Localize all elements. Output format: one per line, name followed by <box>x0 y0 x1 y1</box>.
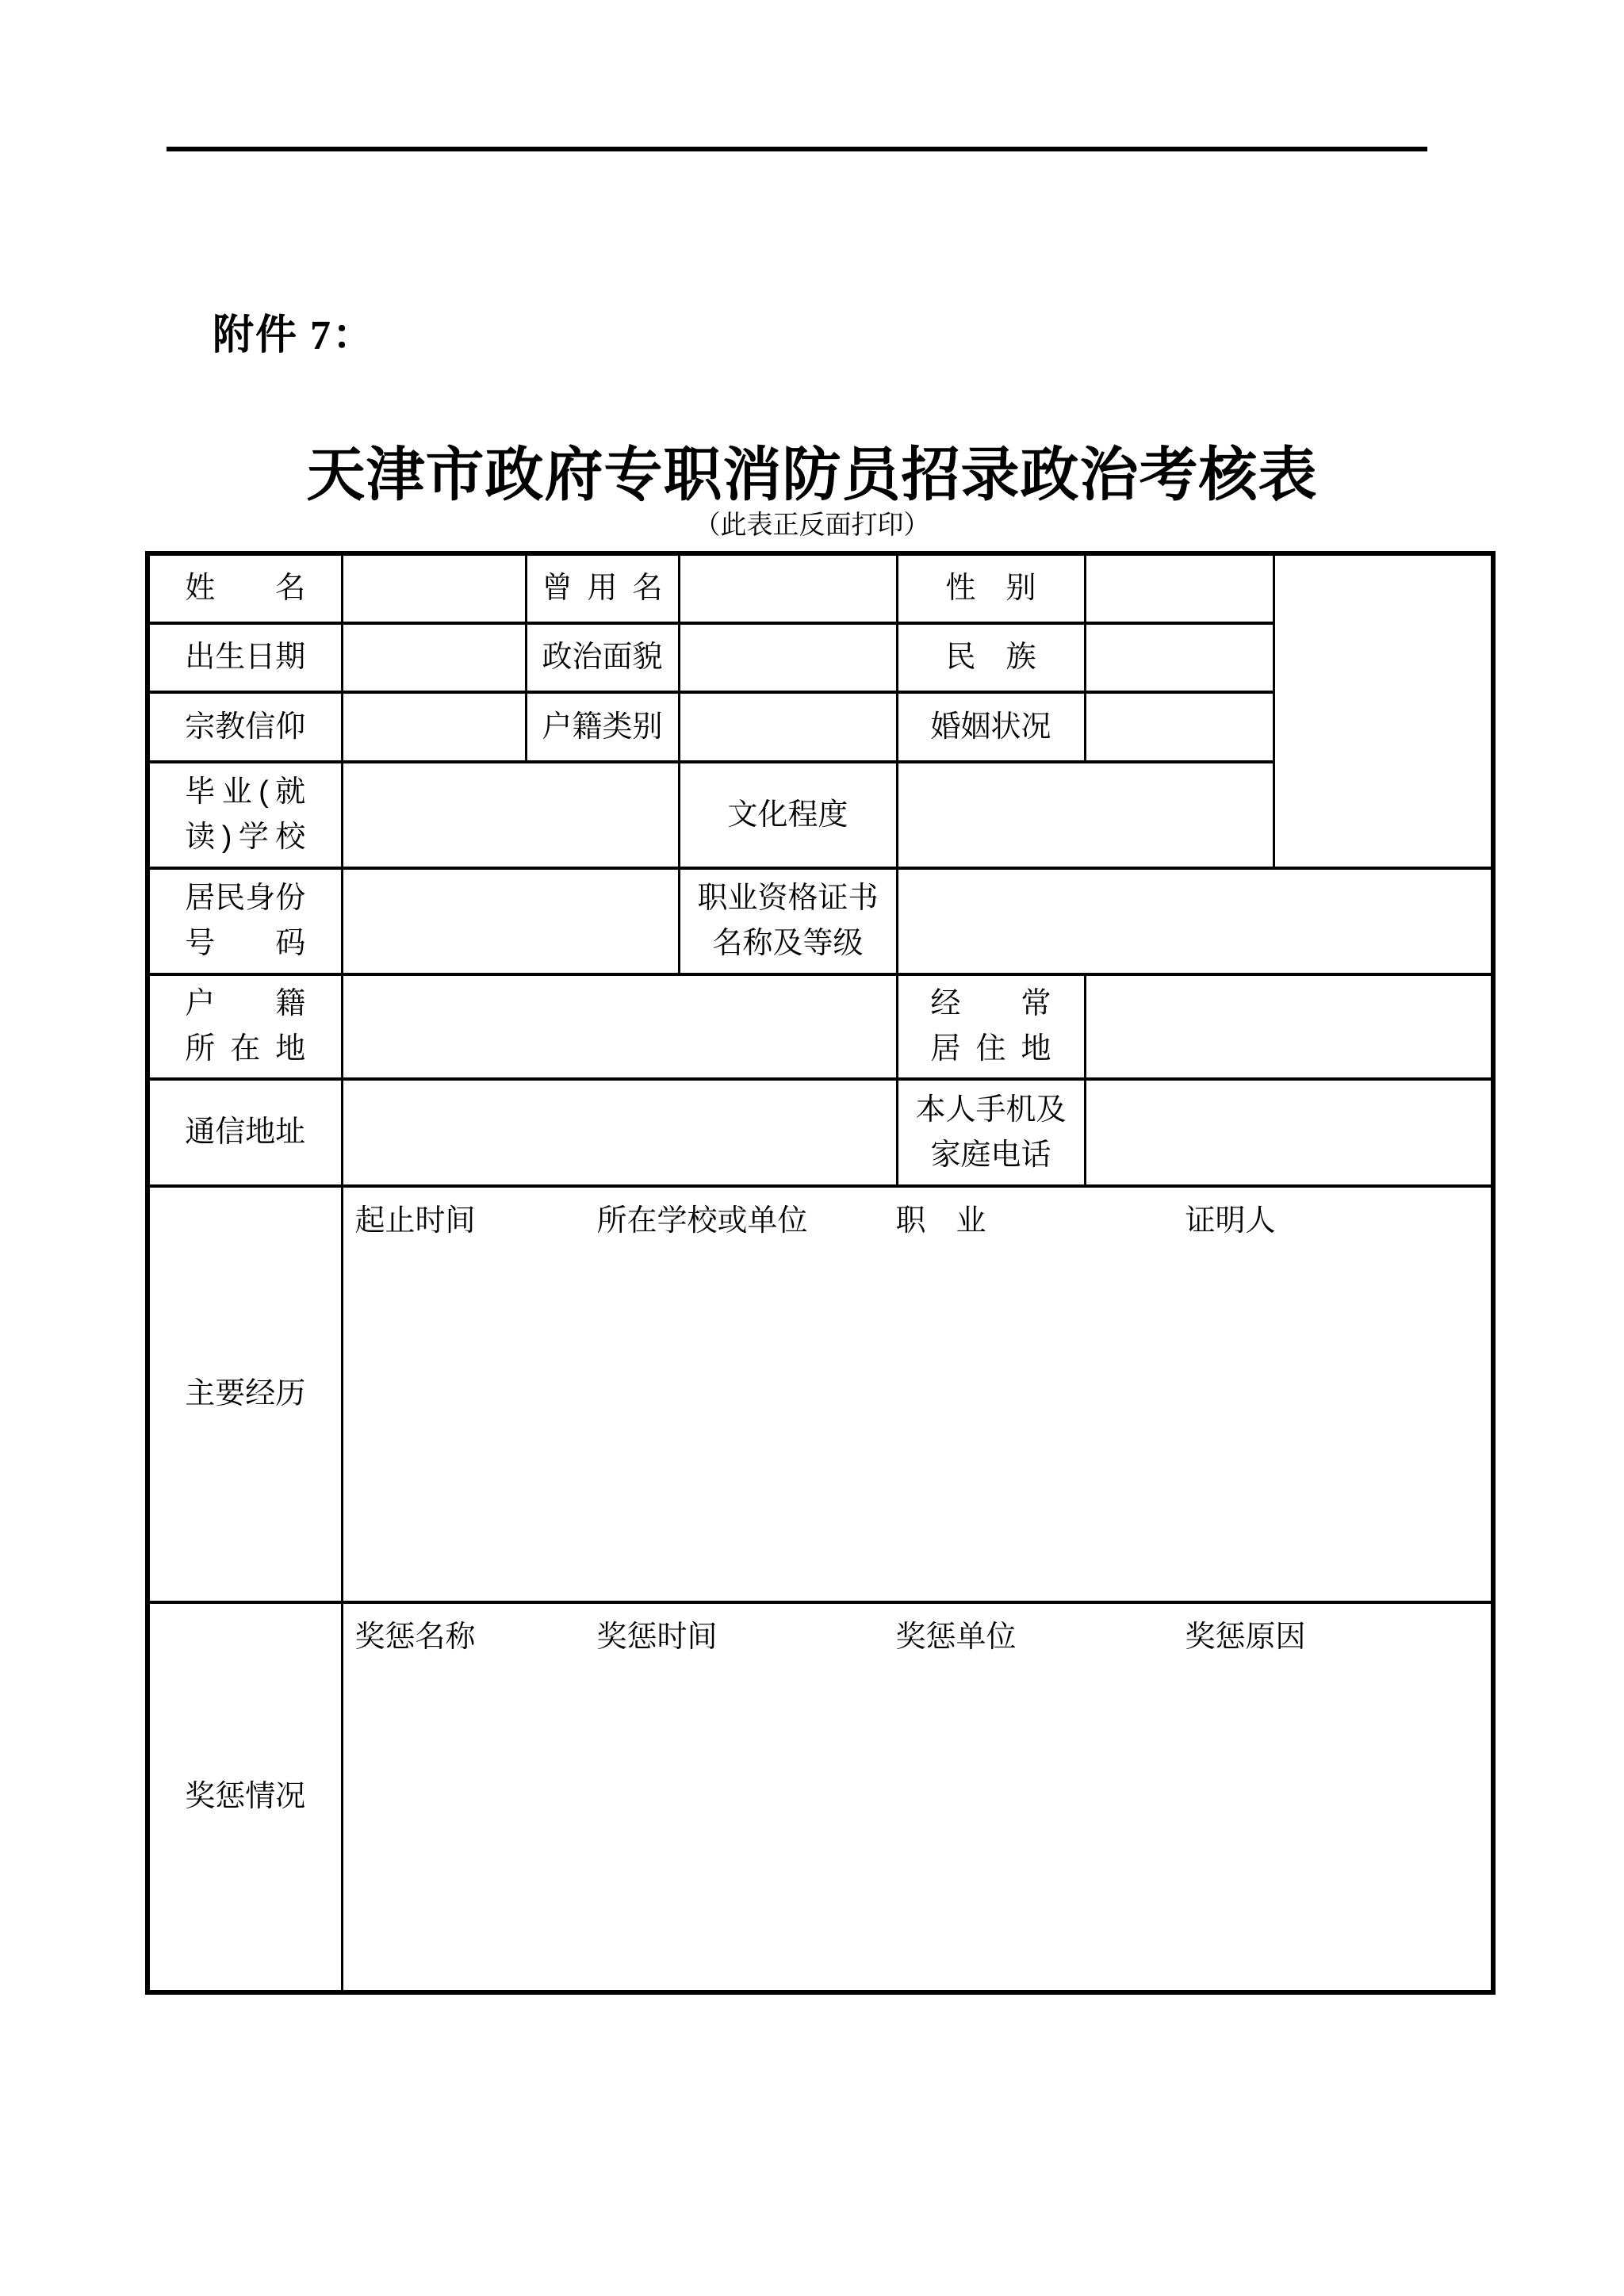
household-place-label-cell <box>147 974 342 1079</box>
residence-place-label-cell <box>897 974 1085 1079</box>
certificate-label-cell <box>679 868 897 974</box>
rewards-section-label: 奖惩情况 <box>185 1780 306 1813</box>
former-name-value-cell <box>679 553 897 623</box>
phone-label-line2: 家庭电话 <box>930 1138 1051 1172</box>
school-label-line2: 读)学校 <box>185 821 306 854</box>
experience-col-reference: 证明人 <box>1185 1204 1276 1238</box>
experience-content-cell <box>342 1186 1493 1602</box>
certificate-label-line1: 职业资格证书 <box>697 882 879 915</box>
row-mailing-address <box>147 1079 1493 1186</box>
household-type-value-cell <box>679 692 897 762</box>
household-place-label-line1: 户籍 <box>185 987 306 1020</box>
religion-label: 宗教信仰 <box>185 710 306 744</box>
id-number-label-line1: 居民身份 <box>185 882 306 915</box>
political-status-value-cell <box>679 623 897 692</box>
id-number-label-line2: 号码 <box>185 927 306 960</box>
birth-date-label: 出生日期 <box>185 641 306 674</box>
residence-place-label-line2: 居住地 <box>930 1032 1051 1066</box>
religion-label-cell <box>147 692 342 762</box>
rewards-col-unit: 奖惩单位 <box>895 1621 1017 1654</box>
id-number-label-cell <box>147 868 342 974</box>
print-note: （此表正反面打印） <box>694 511 930 540</box>
photo-box <box>1274 553 1493 868</box>
gender-value-cell <box>1085 553 1274 623</box>
education-level-value-cell <box>897 762 1274 868</box>
gender-label-cell <box>897 553 1085 623</box>
political-status-label: 政治面貌 <box>542 641 663 674</box>
certificate-value-cell <box>897 868 1493 974</box>
row-id-number <box>147 868 1493 974</box>
phone-value-cell <box>1085 1079 1493 1186</box>
birth-date-label-cell <box>147 623 342 692</box>
mailing-address-label-cell <box>147 1079 342 1186</box>
rewards-col-time: 奖惩时间 <box>596 1621 718 1654</box>
birth-date-value-cell <box>342 623 526 692</box>
name-label-cell <box>147 553 342 623</box>
name-label: 姓名 <box>185 572 306 605</box>
ethnicity-value-cell <box>1085 623 1274 692</box>
mailing-address-value-cell <box>342 1079 897 1186</box>
experience-col-school-or-unit: 所在学校或单位 <box>596 1204 808 1238</box>
experience-section-label-cell <box>147 1186 342 1602</box>
rewards-content-cell <box>342 1602 1493 1992</box>
row-basic-1 <box>147 553 1493 623</box>
ethnicity-label-cell <box>897 623 1085 692</box>
school-label-cell <box>147 762 342 868</box>
former-name-label: 曾用名 <box>542 572 663 605</box>
marital-status-label: 婚姻状况 <box>930 710 1051 744</box>
household-place-value-cell <box>342 974 897 1079</box>
assessment-form-table <box>145 551 1496 1995</box>
school-value-cell <box>342 762 679 868</box>
marital-status-label-cell <box>897 692 1085 762</box>
education-level-label-cell <box>679 762 897 868</box>
phone-label-cell <box>897 1079 1085 1186</box>
religion-value-cell <box>342 692 526 762</box>
experience-section-label: 主要经历 <box>185 1377 306 1410</box>
ethnicity-label: 民族 <box>945 641 1036 674</box>
household-type-label-cell <box>526 692 679 762</box>
education-level-label: 文化程度 <box>727 798 848 832</box>
phone-label-line1: 本人手机及 <box>915 1093 1067 1127</box>
header-rule <box>167 147 1427 151</box>
form-title: 天津市政府专职消防员招录政治考核表 <box>306 442 1318 507</box>
rewards-section-label-cell <box>147 1602 342 1992</box>
gender-label: 性别 <box>945 572 1036 605</box>
experience-col-occupation: 职 业 <box>895 1204 986 1238</box>
row-rewards <box>147 1602 1493 1992</box>
residence-place-label-line1: 经常 <box>930 987 1051 1020</box>
row-experience <box>147 1186 1493 1602</box>
experience-col-time: 起止时间 <box>354 1204 476 1238</box>
attachment-label: 附件 7： <box>213 313 376 358</box>
residence-place-value-cell <box>1085 974 1493 1079</box>
school-label-line1: 毕业(就 <box>185 775 306 809</box>
rewards-col-name: 奖惩名称 <box>354 1621 476 1654</box>
name-value-cell <box>342 553 526 623</box>
mailing-address-label: 通信地址 <box>185 1115 306 1149</box>
marital-status-value-cell <box>1085 692 1274 762</box>
former-name-label-cell <box>526 553 679 623</box>
certificate-label-line2: 名称及等级 <box>712 927 864 960</box>
id-number-value-cell <box>342 868 679 974</box>
rewards-col-reason: 奖惩原因 <box>1185 1621 1306 1654</box>
household-type-label: 户籍类别 <box>542 710 663 744</box>
political-status-label-cell <box>526 623 679 692</box>
household-place-label-line2: 所在地 <box>185 1032 306 1066</box>
row-household-place <box>147 974 1493 1079</box>
